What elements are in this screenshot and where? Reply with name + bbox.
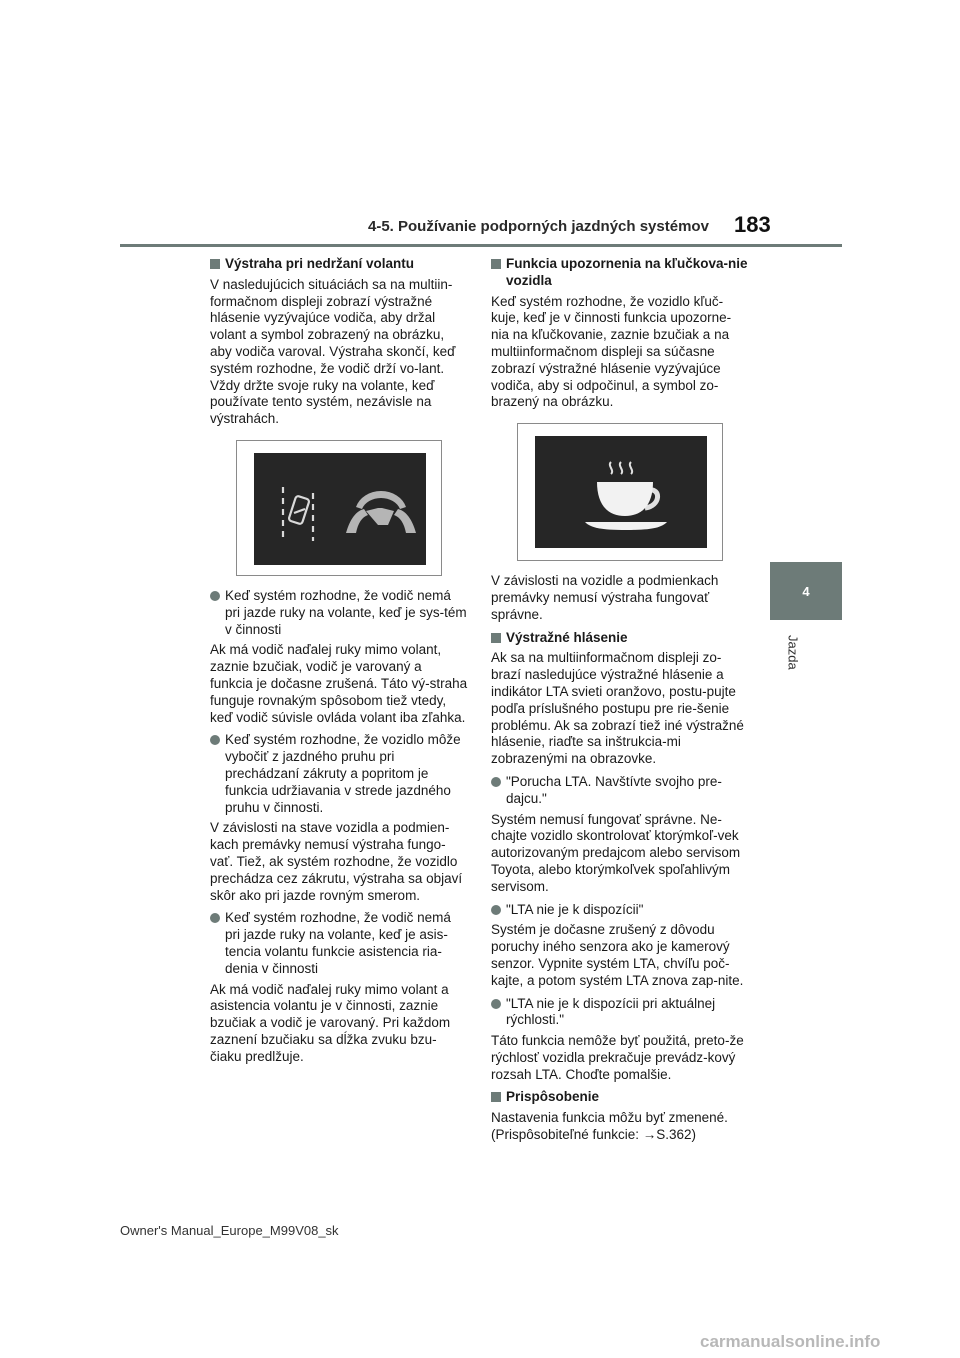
section-heading bbox=[491, 1089, 749, 1106]
sway-warning-figure bbox=[517, 423, 723, 561]
heading-text: Výstražné hlásenie bbox=[506, 629, 628, 645]
coffee-cup-icon bbox=[535, 436, 707, 548]
display-screen bbox=[254, 453, 426, 565]
right-column bbox=[491, 256, 749, 1150]
square-bullet-icon bbox=[491, 633, 501, 643]
round-bullet-icon bbox=[210, 735, 220, 745]
page-footer: Owner's Manual_Europe_M99V08_sk bbox=[120, 1223, 339, 1238]
round-bullet-icon bbox=[210, 591, 220, 601]
chapter-label: Jazda bbox=[785, 634, 801, 670]
hands-off-warning-figure bbox=[236, 440, 442, 576]
bullet-text: Keď systém rozhodne, že vozidlo môže vybočiť z jazdného pruhu pri prechádzaní zákruty a popritom je funkcia udržiavania v strede jazdného pruhu v činnosti. bbox=[225, 732, 461, 815]
bullet-text: "LTA nie je k dispozícii" bbox=[506, 901, 644, 917]
round-bullet-icon bbox=[491, 777, 501, 787]
bullet-text: "LTA nie je k dispozícii pri aktuálnej rýchlosti." bbox=[506, 995, 716, 1028]
display-screen bbox=[535, 436, 707, 548]
section-title: 4-5. Používanie podporných jazdných systémov bbox=[368, 218, 709, 235]
section-heading bbox=[491, 256, 749, 290]
heading-text: Výstraha pri nedržaní volantu bbox=[225, 256, 415, 271]
heading-text: Prispôsobenie bbox=[506, 1089, 600, 1105]
paragraph: Táto funkcia nemôže byť použitá, preto-že rýchlosť vozidla prekračuje prevádz-kový rozsah LTA. Choďte pomalšie. bbox=[491, 1033, 744, 1082]
round-bullet-icon bbox=[210, 913, 220, 923]
paragraph: Keď systém rozhodne, že vozidlo kľuč-kuje, keď je v činnosti funkcia upozorne-nia na kľučkovanie, zaznie bzučiak a na multiinformačnom displeji sa súčasne zobrazí výstražné hlásenie vyzývajúce vodiča, aby si odpočinul, a symbol zo-brazený na obrázku. bbox=[491, 293, 732, 410]
paragraph: Ak sa na multiinformačnom displeji zo-brazí nasledujúce výstražné hlásenie a indikátor LTA svieti oranžovo, postu-pujte podľa príslušného postupu pre rie-šenie problému. Ak sa zobrazí tiež iné výstražné hlásenie, riaďte sa inštrukcia-mi zobrazenými na obrazovke. bbox=[491, 650, 744, 767]
lane-and-hands-icon bbox=[254, 453, 426, 565]
paragraph: Nastavenia funkcia môžu byť zmenené. (Prispôsobiteľné funkcie: →S.362) bbox=[491, 1110, 728, 1143]
paragraph: V nasledujúcich situáciách sa na multiin-formačnom displeji zobrazí výstražné hlásenie vyzývajúce vodiča, aby držal volant a symbol zobrazený na obrázku, aby vodiča varoval. Výstraha skončí, keď systém rozhodne, že vodič drží vo-lant. Vždy držte svoje ruky na volante, keď používate tento systém, nezávisle na výstrahách. bbox=[210, 276, 456, 427]
site-watermark[interactable]: carmanualsonline.info bbox=[700, 1332, 881, 1351]
paragraph: Ak má vodič naďalej ruky mimo volant a asistencia volantu je v činnosti, zaznie bzučiak a vodič je varovaný. Pri každom zaznení bzučiaku sa dĺžka zvuku bzu-čiaku predlžuje. bbox=[210, 981, 451, 1064]
paragraph: V závislosti na stave vozidla a podmien-kach premávky nemusí výstraha fungo-vať. Tiež, ak systém rozhodne, že vozidlo prechádza cez zákrutu, výstraha sa objaví skôr ako pri jazde rovným smerom. bbox=[210, 820, 463, 903]
square-bullet-icon bbox=[491, 259, 501, 269]
chapter-tab bbox=[770, 562, 842, 620]
section-heading bbox=[210, 256, 468, 273]
bullet-text: Keď systém rozhodne, že vodič nemá pri jazde ruky na volante, keď je asis-tencia volantu funkcie asistencia ria-denia v činnosti bbox=[225, 910, 451, 976]
page-number: 183 bbox=[734, 212, 771, 237]
header-divider bbox=[120, 244, 842, 247]
left-column bbox=[210, 256, 468, 1071]
paragraph: Ak má vodič naďalej ruky mimo volant, zaznie bzučiak, vodič je varovaný a funkcia je dočasne zrušená. Táto vý-straha funguje rovnakým spôsobom tiež vtedy, keď vodič súvisle ovláda volant iba zľahka. bbox=[210, 642, 468, 725]
bullet-text: "Porucha LTA. Navštívte svojho pre-dajcu." bbox=[506, 773, 722, 806]
bullet-item bbox=[210, 910, 468, 977]
chapter-number: 4 bbox=[802, 583, 810, 599]
bullet-item bbox=[491, 902, 749, 919]
square-bullet-icon bbox=[491, 1092, 501, 1102]
paragraph: Systém nemusí fungovať správne. Ne-chajte vozidlo skontrolovať ktorýmkoľ-vek autorizovaným predajcom alebo servisom Toyota, alebo ktorýmkoľvek spoľahlivým servisom. bbox=[491, 811, 741, 894]
bullet-item bbox=[210, 588, 468, 638]
bullet-item bbox=[491, 774, 749, 808]
heading-text: Funkcia upozornenia na kľučkova-nie vozidla bbox=[506, 256, 748, 288]
round-bullet-icon bbox=[491, 905, 501, 915]
paragraph: Systém je dočasne zrušený z dôvodu poruchy iného senzora ako je kamerový senzor. Vypnite systém LTA, chvíľu poč-kajte, a potom systém LTA znova zap-nite. bbox=[491, 922, 744, 988]
bullet-item bbox=[491, 996, 749, 1030]
round-bullet-icon bbox=[491, 999, 501, 1009]
paragraph: V závislosti na vozidle a podmienkach premávky nemusí výstraha fungovať správne. bbox=[491, 573, 719, 622]
bullet-item bbox=[210, 732, 468, 816]
bullet-text: Keď systém rozhodne, že vodič nemá pri jazde ruky na volante, keď je sys-tém v činnosti bbox=[225, 587, 467, 637]
square-bullet-icon bbox=[210, 259, 220, 269]
section-heading bbox=[491, 630, 749, 647]
